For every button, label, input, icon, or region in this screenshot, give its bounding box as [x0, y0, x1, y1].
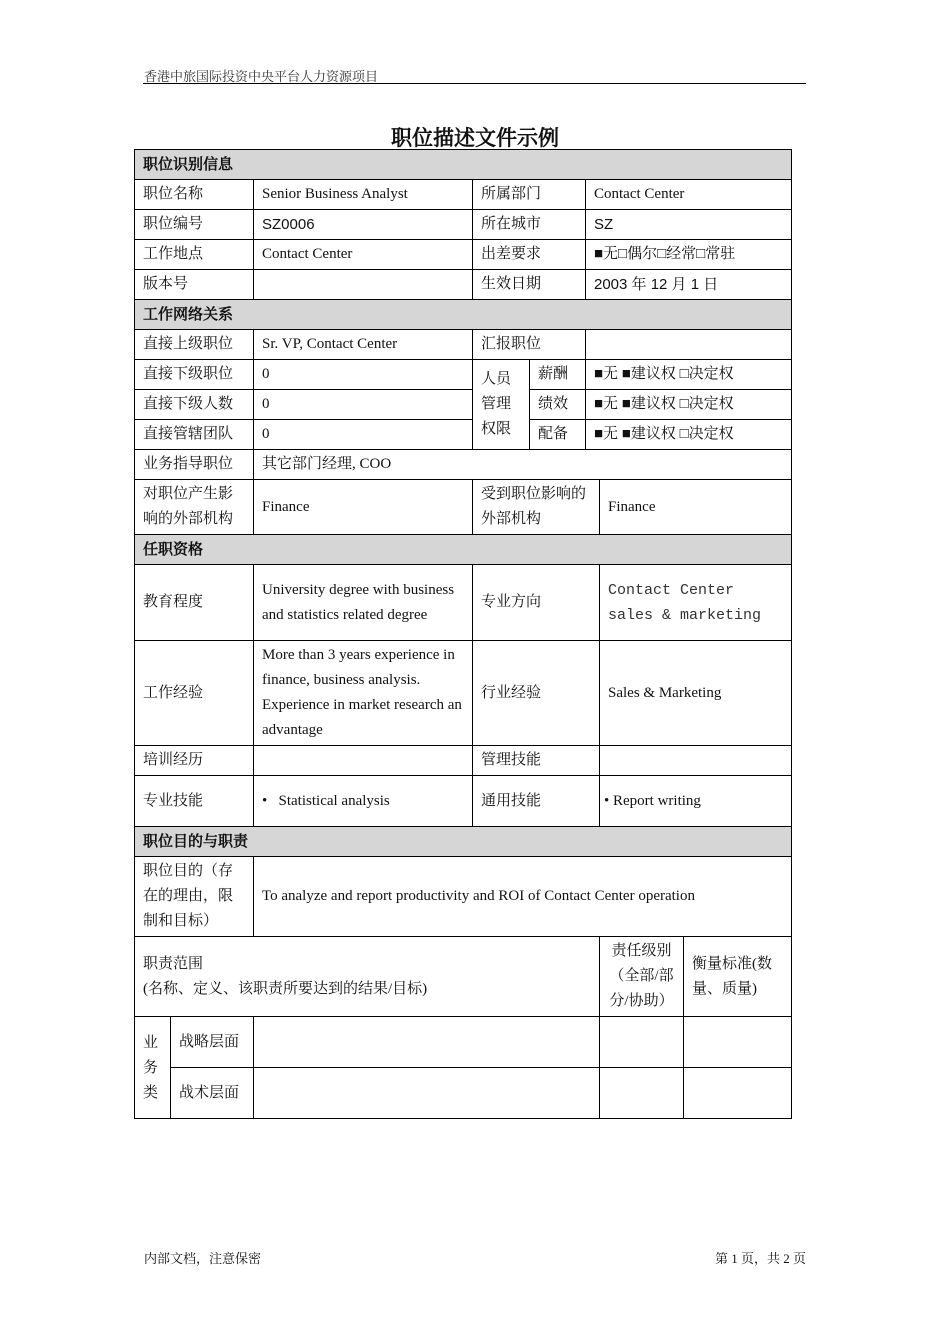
document-header: 香港中旅国际投资中央平台人力资源项目 [144, 69, 379, 84]
tactical-content [254, 1068, 600, 1119]
value-training [254, 746, 473, 776]
job-description-table [134, 149, 792, 1119]
category-business: 业务类 [135, 1017, 171, 1119]
value-subordinate: 0 [254, 360, 473, 390]
label-report-position: 汇报职位 [473, 330, 586, 360]
value-subordinate-count: 0 [254, 390, 473, 420]
value-report-position [586, 330, 792, 360]
label-strategic: 战略层面 [171, 1017, 254, 1068]
section-purpose: 职位目的与职责 [135, 827, 792, 857]
label-subordinate: 直接下级职位 [135, 360, 254, 390]
label-version: 版本号 [135, 270, 254, 300]
tactical-level [600, 1068, 684, 1119]
value-team: 0 [254, 420, 473, 450]
value-location: Contact Center [254, 240, 473, 270]
document-title: 职位描述文件示例 [391, 126, 559, 150]
value-travel-options: ■无□偶尔□经常□常驻 [586, 240, 792, 270]
footer-confidential: 内部文档，注意保密 [144, 1251, 262, 1266]
value-general-skill [600, 776, 792, 827]
label-staff-authority: 人员管理权限 [473, 360, 530, 450]
label-training: 培训经历 [135, 746, 254, 776]
header-divider [143, 83, 806, 84]
value-external-affected: Finance [600, 480, 792, 535]
label-external-affecting: 对职位产生影响的外部机构 [135, 480, 254, 535]
value-experience: More than 3 years experience in finance, business analysis. Experience in market research an advantage [254, 641, 473, 746]
footer-page-number: 第 1 页，共 2 页 [714, 1251, 806, 1266]
bullet-icon: • [604, 792, 610, 809]
tactical-measure [684, 1068, 792, 1119]
value-education: University degree with business and statistics related degree [254, 565, 473, 641]
section-qualification: 任职资格 [135, 535, 792, 565]
responsibility-level-header: 责任级别（全部/部分/协助） [600, 937, 684, 1017]
label-major: 专业方向 [473, 565, 600, 641]
bullet-icon: • [262, 792, 268, 809]
measure-standard-header: 衡量标准(数量、质量) [684, 937, 792, 1017]
value-version [254, 270, 473, 300]
section-identification: 职位识别信息 [135, 150, 792, 180]
value-authority-salary: ■无 ■建议权 □决定权 [586, 360, 792, 390]
strategic-content [254, 1017, 600, 1068]
label-education: 教育程度 [135, 565, 254, 641]
value-major: Contact Center sales & marketing [600, 565, 792, 641]
value-superior: Sr. VP, Contact Center [254, 330, 473, 360]
scope-label: 职责范围 [143, 955, 204, 972]
label-authority-performance: 绩效 [530, 390, 586, 420]
value-management-skill [600, 746, 792, 776]
section-network: 工作网络关系 [135, 300, 792, 330]
value-position-name: Senior Business Analyst [254, 180, 473, 210]
label-superior: 直接上级职位 [135, 330, 254, 360]
value-external-affecting: Finance [254, 480, 473, 535]
professional-skill-text: Statistical analysis [278, 792, 390, 809]
label-guidance: 业务指导职位 [135, 450, 254, 480]
label-authority-staffing: 配备 [530, 420, 586, 450]
label-travel: 出差要求 [473, 240, 586, 270]
value-authority-performance: ■无 ■建议权 □决定权 [586, 390, 792, 420]
responsibility-scope-header [135, 937, 600, 1017]
value-professional-skill [254, 776, 473, 827]
strategic-measure [684, 1017, 792, 1068]
label-position-name: 职位名称 [135, 180, 254, 210]
label-professional-skill: 专业技能 [135, 776, 254, 827]
scope-subtitle: (名称、定义、该职责所要达到的结果/目标) [143, 980, 428, 997]
value-authority-staffing: ■无 ■建议权 □决定权 [586, 420, 792, 450]
value-department: Contact Center [586, 180, 792, 210]
label-management-skill: 管理技能 [473, 746, 600, 776]
label-department: 所属部门 [473, 180, 586, 210]
value-city: SZ [586, 210, 792, 240]
value-effective-date: 2003 年 12 月 1 日 [586, 270, 792, 300]
strategic-level [600, 1017, 684, 1068]
label-effective-date: 生效日期 [473, 270, 586, 300]
value-industry: Sales & Marketing [600, 641, 792, 746]
label-tactical: 战术层面 [171, 1068, 254, 1119]
label-general-skill: 通用技能 [473, 776, 600, 827]
label-purpose: 职位目的（存在的理由，限制和目标） [135, 857, 254, 937]
label-industry: 行业经验 [473, 641, 600, 746]
label-experience: 工作经验 [135, 641, 254, 746]
label-position-code: 职位编号 [135, 210, 254, 240]
value-position-code: SZ0006 [254, 210, 473, 240]
value-purpose: To analyze and report productivity and ROI of Contact Center operation [254, 857, 792, 937]
label-team: 直接管辖团队 [135, 420, 254, 450]
general-skill-text: Report writing [613, 792, 701, 809]
label-location: 工作地点 [135, 240, 254, 270]
label-subordinate-count: 直接下级人数 [135, 390, 254, 420]
label-external-affected: 受到职位影响的外部机构 [473, 480, 600, 535]
value-guidance: 其它部门经理, COO [254, 450, 792, 480]
label-city: 所在城市 [473, 210, 586, 240]
label-authority-salary: 薪酬 [530, 360, 586, 390]
